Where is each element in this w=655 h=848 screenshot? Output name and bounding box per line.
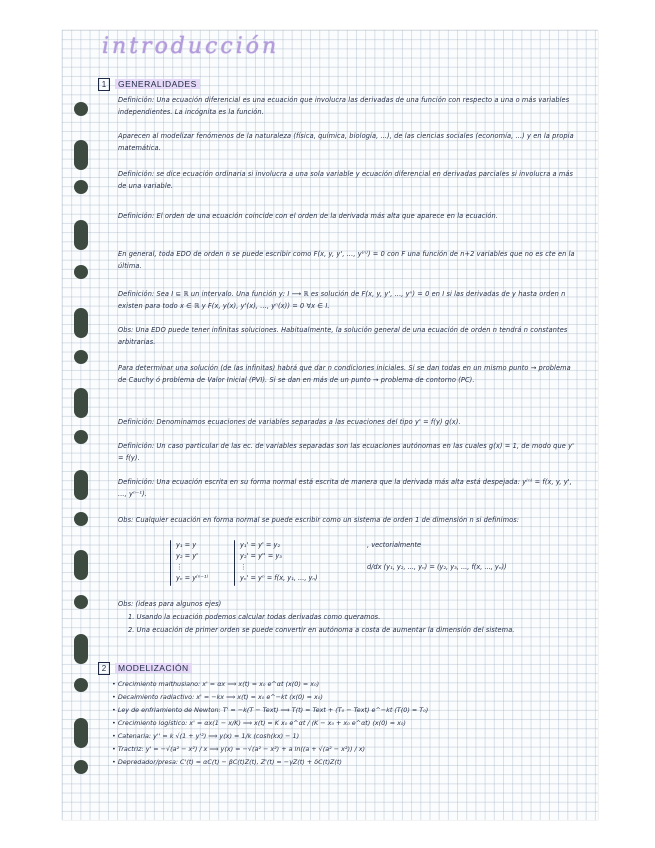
system-definitions (176, 540, 208, 584)
binder-hole-icon (74, 718, 88, 748)
binder-hole-icon (74, 350, 88, 364)
paragraph-general-form: En general, toda EDO de orden n se puede escribir como F(x, y, y', ..., y⁽ⁿ⁾) = 0 con F una función de n+2 variables que no es cte en la última. (118, 250, 575, 270)
list-item: • Crecimiento malthusiano: x' = αx ⟹ x(t) = x₀ e^αt (x(0) = x₀) (112, 678, 580, 691)
binder-hole-icon (74, 678, 88, 692)
binder-hole-icon (74, 595, 88, 609)
paragraph-obs-system: Obs: Cualquier ecuación en forma normal se puede escribir como un sistema de orden 1 de dimensión n si definimos: (118, 516, 520, 524)
paragraph-initial-conditions: Para determinar una solución (de las infinitas) habrá que dar n condiciones iniciales. Si se dan todas en un mismo punto → problema de Cauchy ó problema de Valor Inicial (PVI). Si se dan en más de un punto → problema de contorno (PC). (118, 364, 571, 384)
obs-ideas-title: Obs: (ideas para algunos ejes) (118, 600, 222, 608)
binder-hole-icon (74, 220, 88, 250)
system-derivatives (240, 540, 318, 584)
paragraph-definition-ed: Definición: Una ecuación diferencial es una ecuación que involucra las derivadas de una función con respecto a una o más variables independientes. La incógnita es la función. (118, 96, 570, 116)
system-right-line: yₙ' = yⁿ = f(x, y₁, ..., yₙ) (240, 574, 318, 582)
list-item: • Decaimiento radiactivo: x' = −kx ⟹ x(t) = x₀ e^−kt (x(0) = x₀) (112, 691, 580, 704)
binder-hole-icon (74, 512, 88, 526)
binder-hole-icon (74, 470, 88, 500)
vectorial-label: , vectorialmente (367, 541, 422, 549)
system-right-line: y₂' = y'' = y₃ (240, 552, 282, 560)
system-right-line: y₁' = y' = y₂ (240, 541, 281, 549)
paragraph-applications: Aparecen al modelizar fenómenos de la naturaleza (física, química, biología, ...), de las ciencias sociales (economía, ...) y en la propia matemática. (118, 132, 574, 152)
system-left-line: y₁ = y (176, 541, 197, 549)
section-heading-modelizacion (98, 662, 192, 676)
list-item: • Ley de enfriamiento de Newton: T' = −k(T − Text) ⟹ T(t) = Text + (T₀ − Text) e^−kt (T(0) = T₀) (112, 704, 580, 717)
binder-hole-icon (74, 308, 88, 338)
paragraph-autonomous: Definición: Un caso particular de las ec. de variables separadas son las ecuaciones autónomas en las cuales g(x) = 1, de modo que y' = f(y). (118, 442, 575, 462)
binder-hole-icon (74, 180, 88, 194)
paragraph-normal-form: Definición: Una ecuación escrita en su forma normal está escrita de manera que la derivada más alta está despejada: y⁽ⁿ⁾ = f(x, y, y', ..., yⁿ⁻¹). (118, 478, 572, 498)
paragraph-solution-definition: Definición: Sea I ⊆ ℝ un intervalo. Una función y: I ⟶ ℝ es solución de F(x, y, y', ..., yⁿ) = 0 en I si las derivadas de y hasta orden n existen para todo x ∈ ℝ y F(x, y(x), y'(x), ..., yⁿ(x)) = 0 ∀x ∈ I. (118, 290, 566, 310)
obs-item: 1. Usando la ecuación podemos calcular todas derivadas como queramos. (128, 613, 381, 621)
system-brace-left (170, 540, 171, 586)
vectorial-equation: d/dx (y₁, y₂, ..., yₙ) = (y₂, y₃, ..., f(x, ..., yₙ)) (367, 563, 507, 571)
system-brace-right (234, 540, 235, 586)
models-list (112, 678, 580, 769)
obs-item: 2. Una ecuación de primer orden se puede convertir en autónoma a costa de aumentar la dimensión del sistema. (128, 626, 515, 634)
binder-hole-icon (74, 634, 88, 664)
section-number: 1 (98, 78, 110, 91)
section-heading-generalidades (98, 78, 200, 92)
binder-hole-icon (74, 388, 88, 418)
list-item: • Tractriz: y' = −√(a² − x²) / x ⟹ y(x) = −√(a² − x²) + a ln((a + √(a² − x²)) / x) (112, 743, 580, 756)
system-left-line: ⋮ (176, 563, 183, 571)
binder-hole-icon (74, 265, 88, 279)
binder-hole-icon (74, 760, 88, 774)
binder-hole-icon (74, 430, 88, 444)
notebook-page (62, 30, 598, 820)
binder-hole-icon (74, 550, 88, 580)
paragraph-obs-infinite-solutions: Obs: Una EDO puede tener infinitas soluciones. Habitualmente, la solución general de una ecuación de orden n tendrá n constantes arbitrarias. (118, 326, 568, 346)
system-right-line: ⋮ (240, 563, 247, 571)
section-label: MODELIZACIÓN (115, 663, 192, 673)
list-item: • Depredador/presa: C'(t) = αC(t) − βC(t)Z(t), Z'(t) = −γZ(t) + δC(t)Z(t) (112, 756, 580, 769)
system-left-line: y₂ = y' (176, 552, 198, 560)
binder-hole-icon (74, 102, 88, 116)
paragraph-separable: Definición: Denominamos ecuaciones de variables separadas a las ecuaciones del tipo y' = f(y) g(x). (118, 418, 461, 426)
page-title: introducción (102, 34, 280, 59)
binder-hole-icon (74, 140, 88, 170)
paragraph-order: Definición: El orden de una ecuación coincide con el orden de la derivada más alta que aparece en la ecuación. (118, 212, 499, 220)
section-number: 2 (98, 662, 110, 675)
system-left-line: yₙ = y⁽ⁿ⁻¹⁾ (176, 574, 209, 582)
list-item: • Crecimiento logístico: x' = αx(1 − x/K) ⟹ x(t) = K x₀ e^αt / (K − x₀ + x₀ e^αt) (x(0) = x₀) (112, 717, 580, 730)
list-item: • Catenaria: y'' = k √(1 + y'²) ⟹ y(x) = 1/k (cosh(kx) − 1) (112, 730, 580, 743)
section-label: GENERALIDADES (115, 79, 200, 89)
paragraph-ordinary-partial: Definición: se dice ecuación ordinaria si involucra a una sola variable y ecuación diferencial en derivadas parciales si involucra a más de una variable. (118, 170, 574, 190)
